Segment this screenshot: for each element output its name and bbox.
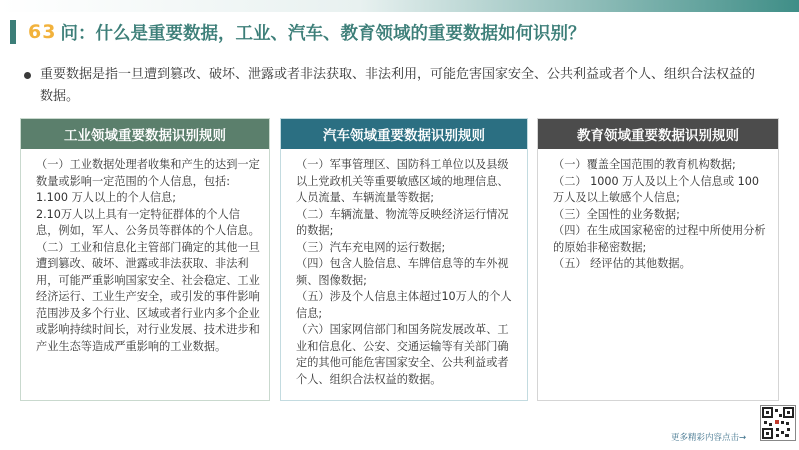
title-accent-bar [10, 20, 16, 44]
rule-item: 2.10万人以上具有一定特征群体的个人信息，例如，军人、公务员等群体的个人信息。 [36, 207, 260, 237]
rule-item: 1.100 万人以上的个人信息; [36, 191, 177, 204]
industry-rules-panel [20, 118, 270, 401]
qr-code-icon[interactable] [760, 405, 796, 441]
rule-item: （三）全国性的业务数据; [553, 207, 680, 221]
auto-rules-title: 汽车领域重要数据识别规则 [281, 119, 527, 149]
auto-rules-body [281, 149, 527, 388]
page-header [0, 14, 799, 50]
rule-item: （二）车辆流量、物流等反映经济运行情况的数据; [296, 207, 509, 237]
industry-rules-body [21, 149, 269, 355]
education-rules-title: 教育领域重要数据识别规则 [538, 119, 778, 149]
rule-item: （二） 1000 万人及以上个人信息或 100 万人及以上敏感个人信息; [553, 174, 759, 204]
rule-item: （二）工业和信息化主管部门确定的其他一旦遭到篡改、破坏、泄露或非法获取、非法利用，可能严重影响国家安全、社会稳定、工业经济运行、工业生产安全，或引发的事件影响范围涉及多个行业、区域或者行业内多个企业或影响持续时间长，对行业发展、技术进步和产业生态等造成严重影响的工业数据。 [36, 240, 260, 353]
rule-item: （一）工业数据处理者收集和产生的达到一定数量或影响一定范围的个人信息，包括: [36, 158, 260, 188]
top-decoration-band [0, 0, 799, 12]
rule-item: （一）军事管理区、国防科工单位以及县级以上党政机关等重要敏感区域的地理信息、人员流量、车辆流量等数据; [296, 158, 509, 204]
education-rules-body [538, 149, 778, 273]
rule-item: （四）包含人脸信息、车牌信息等的车外视频、图像数据; [296, 257, 509, 287]
rule-item: （三）汽车充电网的运行数据; [296, 240, 446, 254]
auto-rules-panel [280, 118, 528, 401]
more-content-link[interactable]: 更多精彩内容点击→ [671, 433, 747, 443]
intro-paragraph [40, 64, 765, 108]
bullet-icon [24, 72, 31, 79]
rule-item: （一）覆盖全国范围的教育机构数据; [553, 158, 736, 171]
rule-item: （四）在生成国家秘密的过程中所使用分析的原始非秘密数据; [553, 224, 766, 254]
page-title: 问：什么是重要数据，工业、汽车、教育领域的重要数据如何识别？ [60, 23, 586, 44]
education-rules-panel [537, 118, 779, 401]
rule-item: （六）国家网信部门和国务院发展改革、工业和信息化、公安、交通运输等有关部门确定的其他可能危害国家安全、公共利益或者个人、组织合法权益的数据。 [296, 323, 509, 386]
intro-text: 重要数据是指一旦遭到篡改、破坏、泄露或者非法获取、非法利用，可能危害国家安全、公共利益或者个人、组织合法权益的数据。 [40, 67, 756, 104]
question-number: 63 [28, 21, 57, 43]
industry-rules-title: 工业领域重要数据识别规则 [21, 119, 269, 149]
rule-item: （五） 经评估的其他数据。 [553, 257, 691, 270]
rule-item: （五）涉及个人信息主体超过10万人的个人信息; [296, 290, 512, 320]
